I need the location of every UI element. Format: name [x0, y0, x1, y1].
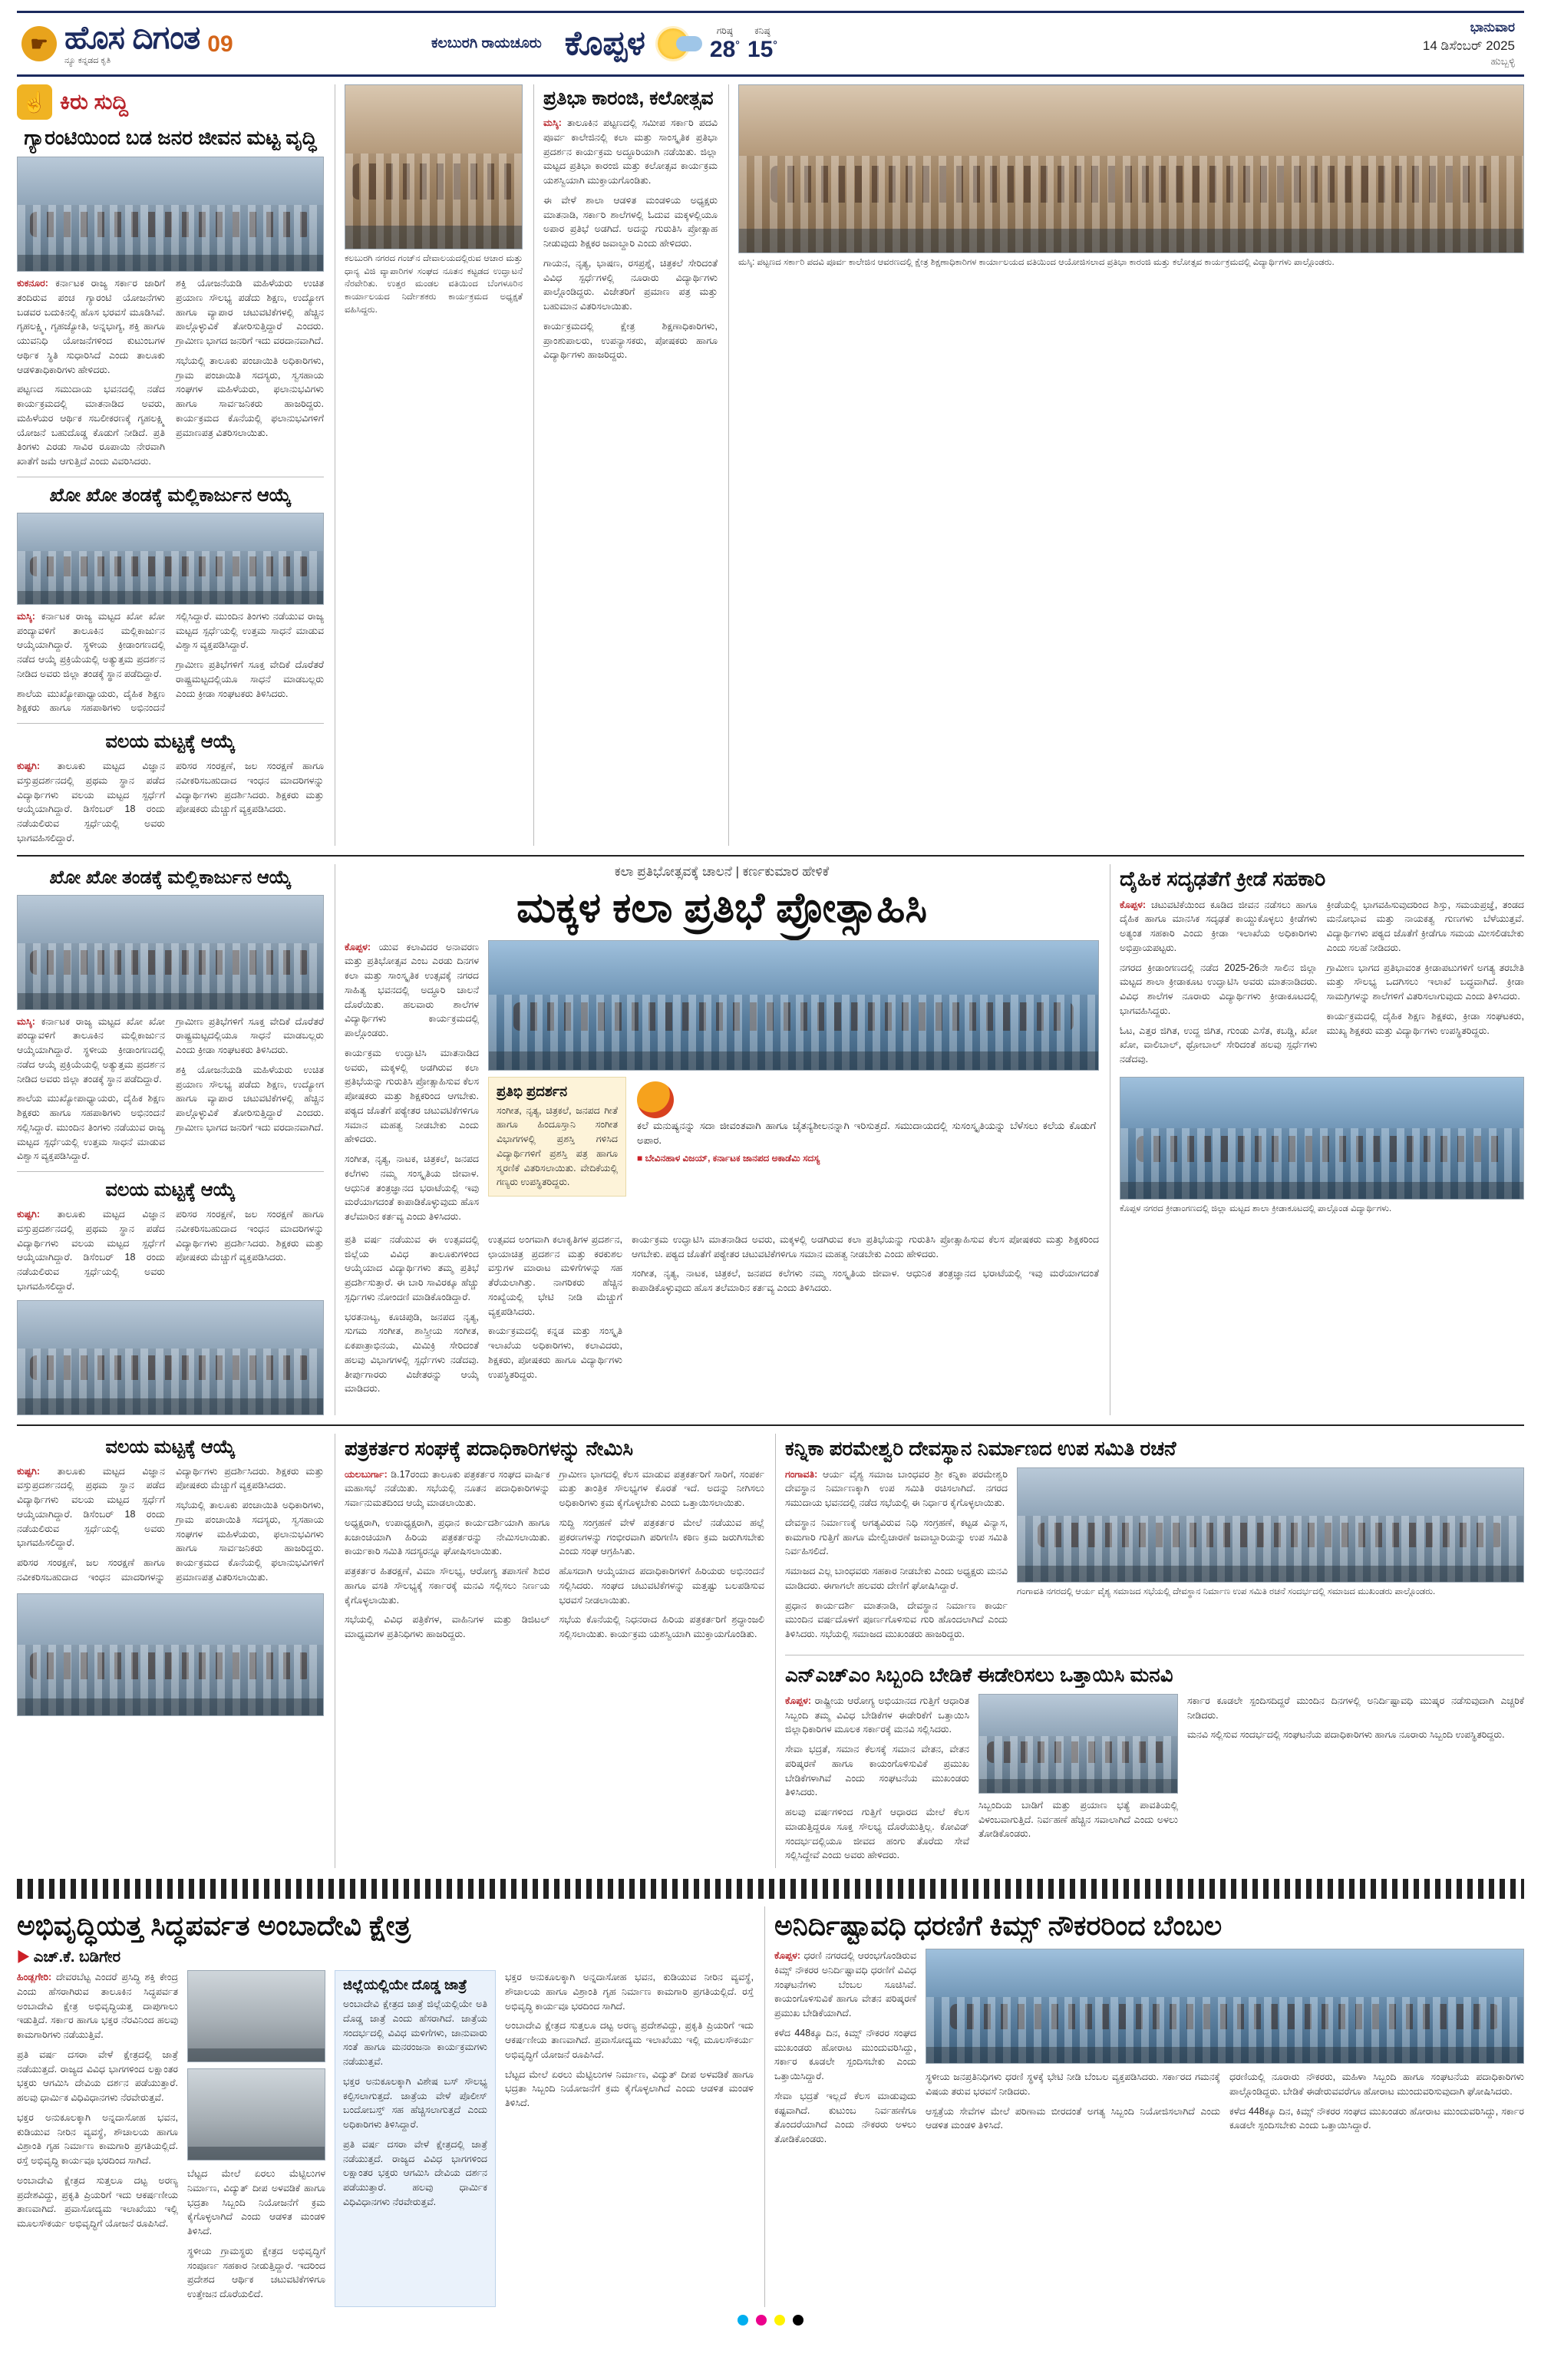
quote-by-name: ಬೇವಿನಹಾಳ ವಿಜಯ್, ಕರ್ನಾಟಕ ಜಾನಪದ ಅಕಾಡೆಮಿ ಸದಸ್ಯ: [645, 1152, 820, 1164]
sports-headline: ದೈಹಿಕ ಸದೃಢತೆಗೆ ಕ್ರೀಡೆ ಸಹಕಾರಿ: [1120, 867, 1326, 890]
kiru3b-body: [17, 1207, 324, 1294]
nhm-headline: ಎನ್‌ಎಚ್‌ಎಂ ಸಿಬ್ಬಂದಿ ಬೇಡಿಕೆ ಈಡೇರಿಸಲು ಒತ್ತಾಯಿಸಿ ಮನವಿ: [785, 1662, 1173, 1686]
min-temp-value: 15: [747, 36, 774, 62]
sports-dateline: ಕೊಪ್ಪಳ:: [1120, 899, 1147, 910]
edition-city: ಕೊಪ್ಪಳ: [564, 25, 645, 62]
press-c1p1: ಡಿ.17ರಂದು ತಾಲೂಕು ಪತ್ರಕರ್ತರ ಸಂಘದ ವಾರ್ಷಿಕ ಮಹಾಸಭೆ ನಡೆಯಿತು. ಸಭೆಯಲ್ಲಿ ನೂತನ ಪದಾಧಿಕಾರಿಗಳನ್ನು ಸರ್ವಾನುಮತದಿಂದ ಆಯ್ಕೆ ಮಾಡಲಾಯಿತು.: [345, 1468, 550, 1508]
bottom-right-headline: ಅನಿರ್ದಿಷ್ಟಾವಧಿ ಧರಣಿಗೆ ಕಿಮ್ಸ್ ನೌಕರರಿಂದ ಬೆಂಬಲ: [774, 1910, 1223, 1941]
nhm-c1p1: ರಾಷ್ಟ್ರೀಯ ಆರೋಗ್ಯ ಅಭಿಯಾನದ ಗುತ್ತಿಗೆ ಆಧಾರಿತ ಸಿಬ್ಬಂದಿ ತಮ್ಮ ವಿವಿಧ ಬೇಡಿಕೆಗಳ ಈಡೇರಿಕೆಗೆ ಒತ್ತಾಯಿಸಿ ಜಿಲ್ಲಾಧಿಕಾರಿಗಳ ಮೂಲಕ ಸರ್ಕಾರಕ್ಕೆ ಮನವಿ ಸಲ್ಲಿಸಿದರು.: [785, 1695, 969, 1735]
sports-c2p3: ಕಾರ್ಯಕ್ರಮದಲ್ಲಿ ದೈಹಿಕ ಶಿಕ್ಷಣ ಶಿಕ್ಷಕರು, ಕ್ರೀಡಾ ಸಂಘಟಕರು, ಮುಖ್ಯ ಶಿಕ್ಷಕರು ಮತ್ತು ವಿದ್ಯಾರ್ಥಿಗಳು ಉಪಸ್ಥಿತರಿದ್ದರು.: [1326, 1010, 1524, 1036]
weather-widget: [658, 25, 777, 63]
column-temple-nhm: [775, 1434, 1524, 1869]
main-band: [17, 864, 1524, 1415]
masthead-dateblock: [1423, 20, 1520, 68]
kiru3c-p1: ತಾಲೂಕು ಮಟ್ಟದ ವಿಜ್ಞಾನ ವಸ್ತುಪ್ರದರ್ಶನದಲ್ಲಿ ಪ್ರಥಮ ಸ್ಥಾನ ಪಡೆದ ವಿದ್ಯಾರ್ಥಿಗಳು ವಲಯ ಮಟ್ಟದ ಸ್ಪರ್ಧೆಗೆ ಆಯ್ಕೆಯಾಗಿದ್ದಾರೆ. ಡಿಸೆಂಬರ್ 18 ರಂದು ನಡೆಯಲಿರುವ ಸ್ಪರ್ಧೆಯಲ್ಲಿ ಅವರು ಭಾಗವಹಿಸಲಿದ್ದಾರೆ.: [17, 1465, 165, 1549]
sidebox-p3: ಪ್ರತಿ ವರ್ಷ ದಸರಾ ವೇಳೆ ಕ್ಷೇತ್ರದಲ್ಲಿ ಜಾತ್ರೆ ನಡೆಯುತ್ತದೆ. ರಾಜ್ಯದ ವಿವಿಧ ಭಾಗಗಳಿಂದ ಲಕ್ಷಾಂತರ ಭಕ್ತರು ಆಗಮಿಸಿ ದೇವಿಯ ದರ್ಶನ ಪಡೆಯುತ್ತಾರೆ. ಹಲವು ಧಾರ್ಮಿಕ ವಿಧಿವಿಧಾನಗಳು ನೆರವೇರುತ್ತವೆ.: [343, 2138, 487, 2207]
main-c1p1: ಯುವ ಕಲಾವಿದರ ಅನಾವರಣ ಮತ್ತು ಪ್ರತಿಭೋತ್ಸವ ಎಂಬ ಎರಡು ದಿನಗಳ ಕಲಾ ಮತ್ತು ಸಾಂಸ್ಕೃತಿಕ ಉತ್ಸವಕ್ಕೆ ನಗರದ ಸಾಹಿತ್ಯ ಭವನದಲ್ಲಿ ಅದ್ಧೂರಿ ಚಾಲನೆ ದೊರೆಯಿತು. ಹಲವಾರು ಶಾಲೆಗಳ ವಿದ್ಯಾರ್ಥಿಗಳು ಕಾರ್ಯಕ್ರಮದಲ್ಲಿ ಪಾಲ್ಗೊಂಡರು.: [345, 941, 479, 1038]
br-c3p2: ಕಳೆದ 448ಕ್ಕೂ ದಿನ, ಕಿಮ್ಸ್ ನೌಕರರ ಸಂಘದ ಮುಖಂಡರು ಹೋರಾಟ ಮುಂದುವರಿಸಿದ್ದು, ಸರ್ಕಾರ ಕೂಡಲೇ ಸ್ಪಂದಿಸಬೇಕು ಎಂದು ಒತ್ತಾಯಿಸಿದ್ದಾರೆ.: [1229, 2105, 1524, 2131]
pratibha-p4: ಕಾರ್ಯಕ್ರಮದಲ್ಲಿ ಕ್ಷೇತ್ರ ಶಿಕ್ಷಣಾಧಿಕಾರಿಗಳು, ಪ್ರಾಂಶುಪಾಲರು, ಉಪನ್ಯಾಸಕರು, ಪೋಷಕರು ಹಾಗೂ ವಿದ್ಯಾರ್ಥಿಗಳು ಹಾಜರಿದ್ದರು.: [543, 320, 718, 361]
sports-c2p2: ಗ್ರಾಮೀಣ ಭಾಗದ ಪ್ರತಿಭಾವಂತ ಕ್ರೀಡಾಪಟುಗಳಿಗೆ ಅಗತ್ಯ ತರಬೇತಿ ಮತ್ತು ಸೌಲಭ್ಯ ಒದಗಿಸಲು ಇಲಾಖೆ ಬದ್ಧವಾಗಿದೆ. ಕ್ರೀಡಾ ಸಾಮಗ್ರಿಗಳನ್ನು ಶಾಲೆಗಳಿಗೆ ವಿತರಿಸಲಾಗುವುದು ಎಂದು ತಿಳಿಸಿದರು.: [1326, 962, 1524, 1002]
kiru2b-body: [17, 1015, 324, 1164]
pratibha-dateline: ಮಸ್ಕಿ:: [543, 117, 562, 128]
kiru-p2: ಪಟ್ಟಣದ ಸಮುದಾಯ ಭವನದಲ್ಲಿ ನಡೆದ ಕಾರ್ಯಕ್ರಮದಲ್ಲಿ ಮಾತನಾಡಿದ ಅವರು, ಮಹಿಳೆಯರ ಆರ್ಥಿಕ ಸಬಲೀಕರಣಕ್ಕೆ ಗೃಹಲಕ್ಷ್ಮಿ ಯೋಜನೆ ಬಹುದೊಡ್ಡ ಕೊಡುಗೆ ನೀಡಿದೆ. ಪ್ರತಿ ತಿಂಗಳು ಎರಡು ಸಾವಿರ ರೂಪಾಯಿ ನೇರವಾಗಿ ಖಾತೆಗೆ ಜಮೆ ಆಗುತ್ತಿದೆ ಎಂದು ವಿವರಿಸಿದರು.: [17, 384, 165, 467]
min-temp: [747, 25, 777, 63]
press-col2: [559, 1467, 765, 1647]
main-col4: [632, 1233, 1099, 1401]
press-col1: [345, 1467, 550, 1647]
dot-black: [793, 2315, 803, 2326]
press-c2p4: ಸಭೆಯ ಕೊನೆಯಲ್ಲಿ ನಿಧನರಾದ ಹಿರಿಯ ಪತ್ರಕರ್ತರಿಗೆ ಶ್ರದ್ಧಾಂಜಲಿ ಸಲ್ಲಿಸಲಾಯಿತು. ಕಾರ್ಯಕ್ರಮ ಯಶಸ್ವಿಯಾಗಿ ಮುಕ್ತಾಯಗೊಂಡಿತು.: [559, 1614, 764, 1639]
third-band: [17, 1434, 1524, 1869]
main-c4p1: ಕಾರ್ಯಕ್ರಮ ಉದ್ಘಾಟಿಸಿ ಮಾತನಾಡಿದ ಅವರು, ಮಕ್ಕಳಲ್ಲಿ ಅಡಗಿರುವ ಕಲಾ ಪ್ರತಿಭೆಯನ್ನು ಗುರುತಿಸಿ ಪ್ರೋತ್ಸಾಹಿಸುವ ಕೆಲಸ ಪೋಷಕರು ಮತ್ತು ಶಿಕ್ಷಕರಿಂದ ಆಗಬೇಕು. ಪಠ್ಯದ ಜೊತೆಗೆ ಪಠ್ಯೇತರ ಚಟುವಟಿಕೆಗಳಿಗೂ ಸಮಾನ ಮಹತ್ವ ನೀಡಬೇಕು ಎಂದು ಹೇಳಿದರು.: [632, 1233, 1099, 1259]
max-temp-value: 28: [709, 36, 736, 62]
kiru2b-p2: ಶಾಲೆಯ ಮುಖ್ಯೋಪಾಧ್ಯಾಯರು, ದೈಹಿಕ ಶಿಕ್ಷಣ ಶಿಕ್ಷಕರು ಹಾಗೂ ಸಹಪಾಠಿಗಳು ಅಭಿನಂದನೆ ಸಲ್ಲಿಸಿದ್ದಾರೆ. ಮುಂದಿನ ತಿಂಗಳು ನಡೆಯುವ ರಾಜ್ಯ ಮಟ್ಟದ ಸ್ಪರ್ಧೆಯಲ್ಲಿ ಉತ್ತಮ ಸಾಧನೆ ಮಾಡುವ ವಿಶ್ವಾಸ ವ್ಯಕ್ತಪಡಿಸಿದ್ದಾರೆ.: [17, 1093, 165, 1162]
br-c2p1: ಸ್ಥಳೀಯ ಜನಪ್ರತಿನಿಧಿಗಳು ಧರಣಿ ಸ್ಥಳಕ್ಕೆ ಭೇಟಿ ನೀಡಿ ಬೆಂಬಲ ವ್ಯಕ್ತಪಡಿಸಿದರು. ಸರ್ಕಾರದ ಗಮನಕ್ಕೆ ವಿಷಯ ತರುವ ಭರವಸೆ ನೀಡಿದರು.: [926, 2071, 1220, 2097]
temple-c1p4: ಪ್ರಧಾನ ಕಾರ್ಯದರ್ಶಿ ಮಾತನಾಡಿ, ದೇವಸ್ಥಾನ ನಿರ್ಮಾಣ ಕಾರ್ಯ ಮುಂದಿನ ವರ್ಷದೊಳಗೆ ಪೂರ್ಣಗೊಳಿಸುವ ಗುರಿ ಹೊಂದಲಾಗಿದೆ ಎಂದು ತಿಳಿಸಿದರು. ಸಭೆಯಲ್ಲಿ ಸಮಾಜದ ಮುಖಂಡರು ಹಾಜರಿದ್ದರು.: [785, 1599, 1008, 1639]
degree-symbol-2: °: [773, 38, 777, 51]
main-c2p3: ಉತ್ಸವದ ಅಂಗವಾಗಿ ಕಲಾಕೃತಿಗಳ ಪ್ರದರ್ಶನ, ಛಾಯಾಚಿತ್ರ ಪ್ರದರ್ಶನ ಮತ್ತು ಕರಕುಶಲ ವಸ್ತುಗಳ ಮಾರಾಟ ಮಳಿಗೆಗಳನ್ನು ಸಹ ತೆರೆಯಲಾಗಿತ್ತು. ನಾಗರಿಕರು ಹೆಚ್ಚಿನ ಸಂಖ್ಯೆಯಲ್ಲಿ ಭೇಟಿ ನೀಡಿ ಮೆಚ್ಚುಗೆ ವ್ಯಕ್ತಪಡಿಸಿದರು.: [488, 1233, 622, 1317]
garanti-meeting-photo: [17, 157, 324, 272]
kiru-body: [17, 276, 324, 469]
kiru3b-p1: ತಾಲೂಕು ಮಟ್ಟದ ವಿಜ್ಞಾನ ವಸ್ತುಪ್ರದರ್ಶನದಲ್ಲಿ ಪ್ರಥಮ ಸ್ಥಾನ ಪಡೆದ ವಿದ್ಯಾರ್ಥಿಗಳು ವಲಯ ಮಟ್ಟದ ಸ್ಪರ್ಧೆಗೆ ಆಯ್ಕೆಯಾಗಿದ್ದಾರೆ. ಡಿಸೆಂಬರ್ 18 ರಂದು ನಡೆಯಲಿರುವ ಸ್ಪರ್ಧೆಯಲ್ಲಿ ಅವರು ಭಾಗವಹಿಸಲಿದ್ದಾರೆ.: [17, 1209, 165, 1292]
pratibha-headline: ಪ್ರತಿಭಾ ಕಾರಂಜಿ, ಕಲೋತ್ಸವ: [543, 87, 714, 109]
quote-box: [634, 1077, 1099, 1197]
kiru3-headline: ವಲಯ ಮಟ್ಟಕ್ಕೆ ಆಯ್ಕೆ: [105, 731, 236, 752]
sports-col2: [1327, 898, 1525, 1072]
lamp-photo-caption: ಕಲಬುರಗಿ ನಗರದ ಗಂಜ್‌ನ ದೇವಾಲಯದಲ್ಲಿರುವ ಆಚಾರ ಮತ್ತು ಧಾನ್ಯ ವಿಜಿ ವ್ಯಾಪಾರಿಗಳ ಸಂಘದ ನೂತನ ಕಟ್ಟಡದ ಉದ್ಘಾಟನೆ ನೆರವೇರಿತು. ಉತ್ತರ ಮಂಡಲ ವತಿಯಿಂದ ಬೆಂಗಳೂರಿನ ಕಾರ್ಯಾಲಯದ ನಿರ್ದೇಶಕರು ಕಾರ್ಯಕ್ರಮದ ಅಧ್ಯಕ್ಷತೆ ವಹಿಸಿದ್ದರು.: [345, 254, 523, 315]
nhm-memorandum-photo: [978, 1694, 1178, 1794]
br-col1: [774, 1949, 916, 2152]
registration-dots: [17, 2315, 1524, 2326]
paper-title: ಹೊಸ ದಿಗಂತ: [64, 19, 200, 55]
edition-number: 09: [207, 31, 233, 57]
sports-photo-caption: ಕೊಪ್ಪಳ ನಗರದ ಕ್ರೀಡಾಂಗಣದಲ್ಲಿ ಜಿಲ್ಲಾ ಮಟ್ಟದ ಶಾಲಾ ಕ್ರೀಡಾಕೂಟದಲ್ಲಿ ಪಾಲ್ಗೊಂಡ ವಿದ್ಯಾರ್ಥಿಗಳು.: [1120, 1203, 1392, 1213]
decorative-strip: [17, 1879, 1524, 1899]
paper-tagline: ನ್ಯೂ ಕನ್ನಡದ ಕೃತಿ: [64, 56, 111, 65]
sidebox-jatre: [335, 1970, 496, 2307]
nhm-c2p1: ಸಿಬ್ಬಂದಿಯ ಬಾಡಿಗೆ ಮತ್ತು ಪ್ರಯಾಣ ಭತ್ಯೆ ಪಾವತಿಯಲ್ಲಿ ವಿಳಂಬವಾಗುತ್ತಿದೆ. ನಿರ್ವಹಣೆ ಹೆಚ್ಚಿನ ಸವಾಲಾಗಿದೆ ಎಂದು ಅಳಲು ತೋಡಿಕೊಂಡರು.: [978, 1799, 1178, 1840]
ambadevi-temple-photo: [187, 2068, 325, 2160]
main-c2p2: ಭರತನಾಟ್ಯ, ಕೂಚಿಪುಡಿ, ಜನಪದ ನೃತ್ಯ, ಸುಗಮ ಸಂಗೀತ, ಶಾಸ್ತ್ರೀಯ ಸಂಗೀತ, ಏಕಪಾತ್ರಾಭಿನಯ, ಮಿಮಿಕ್ರಿ ಸೇರಿದಂತೆ ಹಲವು ವಿಭಾಗಗಳಲ್ಲಿ ಸ್ಪರ್ಧೆಗಳು ನಡೆದವು. ತೀರ್ಪುಗಾರರು ವಿಜೇತರನ್ನು ಆಯ್ಕೆ ಮಾಡಿದರು.: [345, 1311, 479, 1395]
min-temp-label: ಕನಿಷ್ಠ: [754, 25, 770, 36]
dot-cyan: [738, 2315, 748, 2326]
br-c2p3: ಧರಣಿಯಲ್ಲಿ ನೂರಾರು ನೌಕರರು, ಮಹಿಳಾ ಸಿಬ್ಬಂದಿ ಹಾಗೂ ಸಂಘಟನೆಯ ಪದಾಧಿಕಾರಿಗಳು ಪಾಲ್ಗೊಂಡಿದ್ದರು. ಬೇಡಿಕೆ ಈಡೇರುವವರೆಗೂ ಹೋರಾಟ ಮುಂದುವರಿಸುವುದಾಗಿ ಘೋಷಿಸಿದರು.: [1229, 2071, 1524, 2097]
column-bottom-left: [17, 1906, 754, 2307]
sports-col1: [1120, 898, 1318, 1072]
hand-pointing-icon: ☛: [21, 26, 57, 61]
kiru2-p1: ಕರ್ನಾಟಕ ರಾಜ್ಯ ಮಟ್ಟದ ಖೋ ಖೋ ಪಂದ್ಯಾವಳಿಗೆ ತಾಲೂಕಿನ ಮಲ್ಲಿಕಾರ್ಜುನ ಆಯ್ಕೆಯಾಗಿದ್ದಾರೆ. ಸ್ಥಳೀಯ ಕ್ರೀಡಾಂಗಣದಲ್ಲಿ ನಡೆದ ಆಯ್ಕೆ ಪ್ರಕ್ರಿಯೆಯಲ್ಲಿ ಅತ್ಯುತ್ತಮ ಪ್ರದರ್ಶನ ನೀಡಿದ ಅವರು ಜಿಲ್ಲಾ ತಂಡಕ್ಕೆ ಸ್ಥಾನ ಪಡೆದಿದ್ದಾರೆ.: [17, 610, 165, 679]
press-c1p4: ಸಭೆಯಲ್ಲಿ ವಿವಿಧ ಪತ್ರಿಕೆಗಳ, ವಾಹಿನಿಗಳ ಮತ್ತು ಡಿಜಿಟಲ್ ಮಾಧ್ಯಮಗಳ ಪ್ರತಿನಿಧಿಗಳು ಹಾಜರಿದ್ದರು.: [345, 1614, 550, 1639]
temple-c1p1: ಆರ್ಯ ವೈಶ್ಯ ಸಮಾಜ ಬಾಂಧವರ ಶ್ರೀ ಕನ್ನಿಕಾ ಪರಮೇಶ್ವರಿ ದೇವಸ್ಥಾನ ನಿರ್ಮಾಣಕ್ಕಾಗಿ ಉಪ ಸಮಿತಿ ರಚಿಸಲಾಗಿದೆ. ನಗರದ ಸಮುದಾಯ ಭವನದಲ್ಲಿ ನಡೆದ ಸಭೆಯಲ್ಲಿ ಈ ನಿರ್ಧಾರ ಕೈಗೊಳ್ಳಲಾಯಿತು.: [785, 1468, 1008, 1508]
kiru2b-dateline: ಮಸ್ಕಿ:: [17, 1015, 35, 1027]
main-c2p1: ಪ್ರತಿ ವರ್ಷ ನಡೆಯುವ ಈ ಉತ್ಸವದಲ್ಲಿ ಜಿಲ್ಲೆಯ ವಿವಿಧ ತಾಲೂಕುಗಳಿಂದ ಆಯ್ಕೆಯಾದ ವಿದ್ಯಾರ್ಥಿಗಳು ತಮ್ಮ ಪ್ರತಿಭೆ ಪ್ರದರ್ಶಿಸುತ್ತಾರೆ. ಈ ಬಾರಿ ಸಾವಿರಕ್ಕೂ ಹೆಚ್ಚು ಸ್ಪರ್ಧಿಗಳು ನೋಂದಣಿ ಮಾಡಿಕೊಂಡಿದ್ದಾರೆ.: [345, 1233, 479, 1302]
bl-c4p2: ಅಂಬಾದೇವಿ ಕ್ಷೇತ್ರದ ಸುತ್ತಲೂ ದಟ್ಟ ಅರಣ್ಯ ಪ್ರದೇಶವಿದ್ದು, ಪ್ರಕೃತಿ ಪ್ರಿಯರಿಗೆ ಇದು ಆಕರ್ಷಣೀಯ ತಾಣವಾಗಿದೆ. ಪ್ರವಾಸೋದ್ಯಮ ಇಲಾಖೆಯು ಇಲ್ಲಿ ಮೂಲಸೌಕರ್ಯ ಅಭಿವೃದ್ಧಿಗೆ ಯೋಜನೆ ರೂಪಿಸಿದೆ.: [505, 2020, 754, 2060]
pratibha-p3: ಗಾಯನ, ನೃತ್ಯ, ಭಾಷಣ, ರಸಪ್ರಶ್ನೆ, ಚಿತ್ರಕಲೆ ಸೇರಿದಂತೆ ವಿವಿಧ ಸ್ಪರ್ಧೆಗಳಲ್ಲಿ ನೂರಾರು ವಿದ್ಯಾರ್ಥಿಗಳು ಪಾಲ್ಗೊಂಡಿದ್ದರು. ವಿಜೇತರಿಗೆ ಪ್ರಮಾಣ ಪತ್ರ ಮತ್ತು ಬಹುಮಾನ ವಿತರಿಸಲಾಯಿತು.: [543, 257, 718, 312]
bl-c2p2: ಬೆಟ್ಟದ ಮೇಲೆ ಏರಲು ಮೆಟ್ಟಿಲುಗಳ ನಿರ್ಮಾಣ, ವಿದ್ಯುತ್ ದೀಪ ಅಳವಡಿಕೆ ಹಾಗೂ ಭದ್ರತಾ ಸಿಬ್ಬಂದಿ ನಿಯೋಜನೆಗೆ ಕ್ರಮ ಕೈಗೊಳ್ಳಲಾಗಿದೆ ಎಂದು ಆಡಳಿತ ಮಂಡಳಿ ತಿಳಿಸಿದೆ.: [187, 2168, 325, 2236]
top-band: [17, 84, 1524, 846]
flame-logo-icon: [637, 1081, 674, 1118]
bottom-left-byline: ▶ ಎಚ್.ಕೆ. ಬಡಿಗೇರ: [17, 1949, 121, 1966]
nhm-col1: [785, 1694, 969, 1868]
bl-c1p1: ದೇವರಬೆಟ್ಟ ಎಂದರೆ ಪ್ರಸಿದ್ಧಿ ಶಕ್ತಿ ಕೇಂದ್ರ ಎಂದು ಹೆಸರಾಗಿರುವ ತಾಲೂಕಿನ ಸಿದ್ಧಪರ್ವತ ಅಂಬಾದೇವಿ ಕ್ಷೇತ್ರ ಅಭಿವೃದ್ಧಿಯತ್ತ ದಾಪುಗಾಲು ಇಡುತ್ತಿದೆ. ಸರ್ಕಾರ ಹಾಗೂ ಭಕ್ತರ ನೆರವಿನಿಂದ ಹಲವು ಕಾಮಗಾರಿಗಳು ನಡೆಯುತ್ತಿವೆ.: [17, 1972, 178, 2040]
kiru2-body: [17, 609, 324, 715]
sports-c2p1: ಕ್ರೀಡೆಯಲ್ಲಿ ಭಾಗವಹಿಸುವುದರಿಂದ ಶಿಸ್ತು, ಸಮಯಪ್ರಜ್ಞೆ, ತಂಡದ ಮನೋಭಾವ ಮತ್ತು ನಾಯಕತ್ವ ಗುಣಗಳು ಬೆಳೆಯುತ್ತವೆ. ವಿದ್ಯಾರ್ಥಿಗಳು ಪಠ್ಯದ ಜೊತೆಗೆ ಕ್ರೀಡೆಗೂ ಸಮಯ ಮೀಸಲಿಡಬೇಕು ಎಂದು ಸಲಹೆ ನೀಡಿದರು.: [1326, 899, 1524, 953]
kiru3c-p3: ಸಭೆಯಲ್ಲಿ ತಾಲೂಕು ಪಂಚಾಯಿತಿ ಅಧಿಕಾರಿಗಳು, ಗ್ರಾಮ ಪಂಚಾಯಿತಿ ಸದಸ್ಯರು, ಸ್ವಸಹಾಯ ಸಂಘಗಳ ಮಹಿಳೆಯರು, ಫಲಾನುಭವಿಗಳು ಹಾಗೂ ಸಾರ್ವಜನಿಕರು ಹಾಜರಿದ್ದರು. ಕಾರ್ಯಕ್ರಮದ ಕೊನೆಯಲ್ಲಿ ಫಲಾನುಭವಿಗಳಿಗೆ ಪ್ರಮಾಣಪತ್ರ ವಿತರಿಸಲಾಯಿತು.: [176, 1500, 324, 1583]
subbox-text: ಸಂಗೀತ, ನೃತ್ಯ, ಚಿತ್ರಕಲೆ, ಜನಪದ ಗೀತೆ ಹಾಗೂ ಹಿಂದೂಸ್ತಾನಿ ಸಂಗೀತ ವಿಭಾಗಗಳಲ್ಲಿ ಪ್ರಶಸ್ತಿ ಗಳಿಸಿದ ವಿದ್ಯಾರ್ಥಿಗಳಿಗೆ ಪ್ರಶಸ್ತಿ ಪತ್ರ ಹಾಗೂ ಸ್ಮರಣಿಕೆ ವಿತರಿಸಲಾಯಿತು. ವೇದಿಕೆಯಲ್ಲಿ ಗಣ್ಯರು ಉಪಸ್ಥಿತರಿದ್ದರು.: [497, 1104, 618, 1188]
nhm-col3: [1187, 1694, 1524, 1868]
column-left-lower: [17, 864, 324, 1415]
temple-photo-caption: ಗಂಗಾವತಿ ನಗರದಲ್ಲಿ ಆರ್ಯ ವೈಶ್ಯ ಸಮಾಜದ ಸಭೆಯಲ್ಲಿ ದೇವಸ್ಥಾನ ನಿರ್ಮಾಣ ಉಪ ಸಮಿತಿ ರಚನೆ ಸಂದರ್ಭದಲ್ಲಿ ಸಮಾಜದ ಮುಖಂಡರು ಪಾಲ್ಗೊಂಡರು.: [1017, 1586, 1436, 1596]
sidebox-p2: ಭಕ್ತರ ಅನುಕೂಲಕ್ಕಾಗಿ ವಿಶೇಷ ಬಸ್ ಸೌಲಭ್ಯ ಕಲ್ಪಿಸಲಾಗುತ್ತದೆ. ಜಾತ್ರೆಯ ವೇಳೆ ಪೊಲೀಸ್ ಬಂದೋಬಸ್ತ್ ಸಹ ಹೆಚ್ಚಿಸಲಾಗುತ್ತದೆ ಎಂದು ಅಧಿಕಾರಿಗಳು ತಿಳಿಸಿದ್ದಾರೆ.: [343, 2075, 487, 2130]
main-photo-wrap: [488, 940, 1099, 1230]
br-dateline: ಕೊಪ್ಪಳ:: [774, 1950, 801, 1961]
column-bottom-right: [764, 1906, 1524, 2307]
kho-kho-team-photo-2: [17, 895, 324, 1010]
br-c1p1: ಧರಣಿ ನಗರದಲ್ಲಿ ಆರಂಭಗೊಂಡಿರುವ ಕಿಮ್ಸ್ ನೌಕರರ ಅನಿರ್ದಿಷ್ಟಾವಧಿ ಧರಣಿಗೆ ವಿವಿಧ ಸಂಘಟನೆಗಳು ಬೆಂಬಲ ಸೂಚಿಸಿವೆ. ಕಾಯಂಗೊಳಿಸುವಿಕೆ ಹಾಗೂ ವೇತನ ಪರಿಷ್ಕರಣೆ ಪ್ರಮುಖ ಬೇಡಿಕೆಯಾಗಿದೆ.: [774, 1950, 916, 2019]
temple-c1p3: ಸಮಾಜದ ಎಲ್ಲ ಬಾಂಧವರು ಸಹಕಾರ ನೀಡಬೇಕು ಎಂದು ಅಧ್ಯಕ್ಷರು ಮನವಿ ಮಾಡಿದರು. ಈಗಾಗಲೇ ಹಲವರು ದೇಣಿಗೆ ಘೋಷಿಸಿದ್ದಾರೆ.: [785, 1566, 1008, 1591]
kiru-p1: ಕರ್ನಾಟಕ ರಾಜ್ಯ ಸರ್ಕಾರ ಜಾರಿಗೆ ತಂದಿರುವ ಪಂಚ ಗ್ಯಾರಂಟಿ ಯೋಜನೆಗಳು ಬಡವರ ಬದುಕಿನಲ್ಲಿ ಹೊಸ ಭರವಸೆ ಮೂಡಿಸಿವೆ. ಗೃಹಲಕ್ಷ್ಮಿ, ಗೃಹಜ್ಯೋತಿ, ಅನ್ನಭಾಗ್ಯ, ಶಕ್ತಿ ಹಾಗೂ ಯುವನಿಧಿ ಯೋಜನೆಗಳಿಂದ ಕುಟುಂಬಗಳ ಆರ್ಥಿಕ ಸ್ಥಿತಿ ಸುಧಾರಿಸಿದೆ ಎಂದು ತಾಲೂಕು ಆಡಳಿತಾಧಿಕಾರಿಗಳು ಹೇಳಿದರು.: [17, 278, 165, 375]
nhm-c2p2: ಸರ್ಕಾರ ಕೂಡಲೇ ಸ್ಪಂದಿಸದಿದ್ದರೆ ಮುಂದಿನ ದಿನಗಳಲ್ಲಿ ಅನಿರ್ದಿಷ್ಟಾವಧಿ ಮುಷ್ಕರ ನಡೆಸುವುದಾಗಿ ಎಚ್ಚರಿಕೆ ನೀಡಿದರು.: [1187, 1695, 1524, 1721]
bl-c4p1: ಭಕ್ತರ ಅನುಕೂಲಕ್ಕಾಗಿ ಅನ್ನದಾಸೋಹ ಭವನ, ಕುಡಿಯುವ ನೀರಿನ ವ್ಯವಸ್ಥೆ, ಶೌಚಾಲಯ ಹಾಗೂ ವಿಶ್ರಾಂತಿ ಗೃಹ ನಿರ್ಮಾಣ ಕಾಮಗಾರಿ ಪ್ರಗತಿಯಲ್ಲಿದೆ. ರಸ್ತೆ ಅಭಿವೃದ್ಧಿ ಕಾರ್ಯವೂ ಭರದಿಂದ ಸಾಗಿದೆ.: [505, 1972, 754, 2012]
temple-committee-photo: [1017, 1467, 1524, 1583]
bl-photos: [187, 1970, 325, 2307]
kalotsava-photo-caption: ಮಸ್ಕಿ: ಪಟ್ಟಣದ ಸರ್ಕಾರಿ ಪದವಿ ಪೂರ್ವ ಕಾಲೇಜಿನ ಆವರಣದಲ್ಲಿ ಕ್ಷೇತ್ರ ಶಿಕ್ಷಣಾಧಿಕಾರಿಗಳ ಕಾರ್ಯಾಲಯದ ವತಿಯಿಂದ ಆಯೋಜಿಸಲಾದ ಪ್ರತಿಭಾ ಕಾರಂಜಿ ಮತ್ತು ಕಲೋತ್ಸವ ಕಾರ್ಯಕ್ರಮದಲ್ಲಿ ವಿದ್ಯಾರ್ಥಿಗಳು ಪಾಲ್ಗೊಂಡರು.: [738, 258, 1335, 267]
nhm-dateline: ಕೊಪ್ಪಳ:: [785, 1695, 812, 1706]
weekday: ಭಾನುವಾರ: [1470, 20, 1515, 35]
siddhaparvata-hill-photo: [187, 1970, 325, 2062]
main-c4p2: ಸಂಗೀತ, ನೃತ್ಯ, ನಾಟಕ, ಚಿತ್ರಕಲೆ, ಜನಪದ ಕಲೆಗಳು ನಮ್ಮ ಸಂಸ್ಕೃತಿಯ ಜೀವಾಳ. ಆಧುನಿಕ ತಂತ್ರಜ್ಞಾನದ ಭರಾಟೆಯಲ್ಲಿ ಇವು ಮರೆಯಾಗದಂತೆ ಕಾಪಾಡಿಕೊಳ್ಳುವುದು ಹೊಸ ತಲೆಮಾರಿನ ಕರ್ತವ್ಯ ಎಂದು ತಿಳಿಸಿದರು.: [632, 1268, 1099, 1293]
masthead-brand[interactable]: [21, 21, 421, 66]
kiru2-dateline: ಮಸ್ಕಿ:: [17, 610, 35, 622]
kalotsava-award-group-photo: [488, 940, 1099, 1071]
print-city: ಹುಬ್ಬಳ್ಳಿ: [1490, 55, 1515, 67]
kiru2-p3: ಗ್ರಾಮೀಣ ಪ್ರತಿಭೆಗಳಿಗೆ ಸೂಕ್ತ ವೇದಿಕೆ ದೊರೆತರೆ ರಾಷ್ಟ್ರಮಟ್ಟದಲ್ಲಿಯೂ ಸಾಧನೆ ಮಾಡಬಲ್ಲರು ಎಂದು ಕ್ರೀಡಾ ಸಂಘಟಕರು ತಿಳಿಸಿದರು.: [176, 659, 324, 699]
br-photo-wrap: [926, 1949, 1524, 2152]
bl-col4: [505, 1970, 754, 2307]
column-third-left: [17, 1434, 324, 1869]
temple-headline: ಕನ್ನಿಕಾ ಪರಮೇಶ್ವರಿ ದೇವಸ್ಥಾನ ನಿರ್ಮಾಣದ ಉಪ ಸಮಿತಿ ರಚನೆ: [785, 1436, 1176, 1460]
main-dateline: ಕೊಪ್ಪಳ:: [345, 941, 371, 952]
kho-kho-team-photo: [17, 513, 324, 605]
kiru-dateline: ಕುಕನೂರ:: [17, 278, 48, 289]
kims-protest-photo: [926, 1949, 1524, 2064]
quote-attribution: ■ ಬೇವಿನಹಾಳ ವಿಜಯ್, ಕರ್ನಾಟಕ ಜಾನಪದ ಅಕಾಡೆಮಿ ಸದಸ್ಯ: [637, 1152, 820, 1164]
bl-c4p3: ಬೆಟ್ಟದ ಮೇಲೆ ಏರಲು ಮೆಟ್ಟಿಲುಗಳ ನಿರ್ಮಾಣ, ವಿದ್ಯುತ್ ದೀಪ ಅಳವಡಿಕೆ ಹಾಗೂ ಭದ್ರತಾ ಸಿಬ್ಬಂದಿ ನಿಯೋಜನೆಗೆ ಕ್ರಮ ಕೈಗೊಳ್ಳಲಾಗಿದೆ ಎಂದು ಆಡಳಿತ ಮಂಡಳಿ ತಿಳಿಸಿದೆ.: [505, 2068, 754, 2108]
nhm-c2p3: ಮನವಿ ಸಲ್ಲಿಸುವ ಸಂದರ್ಭದಲ್ಲಿ ಸಂಘಟನೆಯ ಪದಾಧಿಕಾರಿಗಳು ಹಾಗೂ ನೂರಾರು ಸಿಬ್ಬಂದಿ ಉಪಸ್ಥಿತರಿದ್ದರು.: [1187, 1729, 1505, 1741]
lamp-lighting-photo: [345, 84, 523, 249]
temple-dateline: ಗಂಗಾವತಿ:: [785, 1468, 818, 1480]
kiru3-p2: ಪರಿಸರ ಸಂರಕ್ಷಣೆ, ಜಲ ಸಂರಕ್ಷಣೆ ಹಾಗೂ ನವೀಕರಿಸಬಹುದಾದ ಇಂಧನ ಮಾದರಿಗಳನ್ನು ವಿದ್ಯಾರ್ಥಿಗಳು ಪ್ರದರ್ಶಿಸಿದರು. ಶಿಕ್ಷಕರು ಮತ್ತು ಪೋಷಕರು ಮೆಚ್ಚುಗೆ ವ್ಯಕ್ತಪಡಿಸಿದರು.: [176, 761, 324, 815]
kiru-suddi-label: ಕಿರು ಸುದ್ದಿ: [60, 89, 129, 114]
sidebox-p1: ಅಂಬಾದೇವಿ ಕ್ಷೇತ್ರದ ಜಾತ್ರೆ ಜಿಲ್ಲೆಯಲ್ಲಿಯೇ ಅತಿ ದೊಡ್ಡ ಜಾತ್ರೆ ಎಂದು ಹೆಸರಾಗಿದೆ. ಜಾತ್ರೆಯ ಸಂದರ್ಭದಲ್ಲಿ ವಿವಿಧ ಮಳಿಗೆಗಳು, ಜಾನುವಾರು ಸಂತೆ ಹಾಗೂ ಮನರಂಜನಾ ಕಾರ್ಯಕ್ರಮಗಳು ನಡೆಯುತ್ತವೆ.: [343, 1999, 487, 2067]
main-col2: [345, 1233, 479, 1401]
bl-c1p3: ಭಕ್ತರ ಅನುಕೂಲಕ್ಕಾಗಿ ಅನ್ನದಾಸೋಹ ಭವನ, ಕುಡಿಯುವ ನೀರಿನ ವ್ಯವಸ್ಥೆ, ಶೌಚಾಲಯ ಹಾಗೂ ವಿಶ್ರಾಂತಿ ಗೃಹ ನಿರ್ಮಾಣ ಕಾಮಗಾರಿ ಪ್ರಗತಿಯಲ್ಲಿದೆ. ರಸ್ತೆ ಅಭಿವೃದ್ಧಿ ಕಾರ್ಯವೂ ಭರದಿಂದ ಸಾಗಿದೆ.: [17, 2111, 178, 2166]
br-c1p3: ಸೇವಾ ಭದ್ರತೆ ಇಲ್ಲದೆ ಕೆಲಸ ಮಾಡುವುದು ಕಷ್ಟವಾಗಿದೆ. ಕುಟುಂಬ ನಿರ್ವಹಣೆಗೂ ತೊಂದರೆಯಾಗಿದೆ ಎಂದು ನೌಕರರು ಅಳಲು ತೋಡಿಕೊಂಡರು.: [774, 2090, 916, 2144]
dot-magenta: [756, 2315, 767, 2326]
bottom-band: [17, 1906, 1524, 2307]
temple-col2: [1017, 1467, 1524, 1647]
nhm-photo-wrap: [978, 1694, 1178, 1868]
edition-districts: ಕಲಬುರಗಿ ರಾಯಚೂರು: [431, 35, 542, 51]
column-pratibha: [533, 84, 718, 846]
main-c1p3: ಸಂಗೀತ, ನೃತ್ಯ, ನಾಟಕ, ಚಿತ್ರಕಲೆ, ಜನಪದ ಕಲೆಗಳು ನಮ್ಮ ಸಂಸ್ಕೃತಿಯ ಜೀವಾಳ. ಆಧುನಿಕ ತಂತ್ರಜ್ಞಾನದ ಭರಾಟೆಯಲ್ಲಿ ಇವು ಮರೆಯಾಗದಂತೆ ಕಾಪಾಡಿಕೊಳ್ಳುವುದು ಹೊಸ ತಲೆಮಾರಿನ ಕರ್ತವ್ಯ ಎಂದು ತಿಳಿಸಿದರು.: [345, 1154, 479, 1222]
kiru-headline: ಗ್ಯಾರಂಟಿಯಿಂದ ಬಡ ಜನರ ಜೀವನ ಮಟ್ಟ ವೃದ್ಧಿ: [24, 126, 317, 149]
kiru3c-dateline: ಕುಷ್ಟಗಿ:: [17, 1465, 41, 1477]
nhm-c1p2: ಸೇವಾ ಭದ್ರತೆ, ಸಮಾನ ಕೆಲಸಕ್ಕೆ ಸಮಾನ ವೇತನ, ವೇತನ ಪರಿಷ್ಕರಣೆ ಹಾಗೂ ಕಾಯಂಗೊಳಿಸುವಿಕೆ ಪ್ರಮುಖ ಬೇಡಿಕೆಗಳಾಗಿವೆ ಎಂದು ಸಂಘಟನೆಯ ಮುಖಂಡರು ತಿಳಿಸಿದರು.: [785, 1744, 969, 1798]
press-c2p1: ಗ್ರಾಮೀಣ ಭಾಗದಲ್ಲಿ ಕೆಲಸ ಮಾಡುವ ಪತ್ರಕರ್ತರಿಗೆ ಸಾರಿಗೆ, ಸಂಪರ್ಕ ಮತ್ತು ತಾಂತ್ರಿಕ ಸೌಲಭ್ಯಗಳ ಕೊರತೆ ಇದೆ. ಅದನ್ನು ನೀಗಿಸಲು ಅಧಿಕಾರಿಗಳು ಕ್ರಮ ಕೈಗೊಳ್ಳಬೇಕು ಎಂದು ಒತ್ತಾಯಿಸಲಾಯಿತು.: [559, 1468, 764, 1508]
degree-symbol: °: [735, 38, 740, 51]
column-lamp: [335, 84, 523, 846]
kiru3c-body: [17, 1464, 324, 1588]
sports-c1p3: ಓಟ, ಎತ್ತರ ಜಿಗಿತ, ಉದ್ದ ಜಿಗಿತ, ಗುಂಡು ಎಸೆತ, ಕಬಡ್ಡಿ, ಖೋ ಖೋ, ವಾಲಿಬಾಲ್, ಥ್ರೋಬಾಲ್ ಸೇರಿದಂತೆ ಹಲವು ಸ್ಪರ್ಧೆಗಳು ನಡೆದವು.: [1120, 1025, 1318, 1065]
subbox-title: ಪ್ರತಿಭಿ ಪ್ರದರ್ಶನ: [497, 1083, 568, 1099]
kiru3b-p2: ಪರಿಸರ ಸಂರಕ್ಷಣೆ, ಜಲ ಸಂರಕ್ಷಣೆ ಹಾಗೂ ನವೀಕರಿಸಬಹುದಾದ ಇಂಧನ ಮಾದರಿಗಳನ್ನು ವಿದ್ಯಾರ್ಥಿಗಳು ಪ್ರದರ್ಶಿಸಿದರು. ಶಿಕ್ಷಕರು ಮತ್ತು ಪೋಷಕರು ಮೆಚ್ಚುಗೆ ವ್ಯಕ್ತಪಡಿಸಿದರು.: [176, 1209, 324, 1263]
kiru-p3: ಶಕ್ತಿ ಯೋಜನೆಯಡಿ ಮಹಿಳೆಯರು ಉಚಿತ ಪ್ರಯಾಣ ಸೌಲಭ್ಯ ಪಡೆದು ಶಿಕ್ಷಣ, ಉದ್ಯೋಗ ಹಾಗೂ ವ್ಯಾಪಾರ ಚಟುವಟಿಕೆಗಳಲ್ಲಿ ಹೆಚ್ಚಿನ ಪಾಲ್ಗೊಳ್ಳುವಿಕೆ ತೋರಿಸುತ್ತಿದ್ದಾರೆ ಎಂದರು. ಗ್ರಾಮೀಣ ಭಾಗದ ಜನರಿಗೆ ಇದು ವರದಾನವಾಗಿದೆ.: [176, 278, 324, 346]
column-kiru: [17, 84, 324, 846]
cloud-icon: [676, 36, 702, 51]
sidebox-title: ಜಿಲ್ಲೆಯಲ್ಲಿಯೇ ದೊಡ್ಡ ಜಾತ್ರೆ: [343, 1977, 467, 1992]
main-col1: [345, 940, 479, 1230]
press-club-group-photo: [17, 1300, 324, 1415]
column-kalotsava-photo: [728, 84, 1524, 846]
kiru3-p1: ತಾಲೂಕು ಮಟ್ಟದ ವಿಜ್ಞಾನ ವಸ್ತುಪ್ರದರ್ಶನದಲ್ಲಿ ಪ್ರಥಮ ಸ್ಥಾನ ಪಡೆದ ವಿದ್ಯಾರ್ಥಿಗಳು ವಲಯ ಮಟ್ಟದ ಸ್ಪರ್ಧೆಗೆ ಆಯ್ಕೆಯಾಗಿದ್ದಾರೆ. ಡಿಸೆಂಬರ್ 18 ರಂದು ನಡೆಯಲಿರುವ ಸ್ಪರ್ಧೆಯಲ್ಲಿ ಅವರು ಭಾಗವಹಿಸಲಿದ್ದಾರೆ.: [17, 761, 165, 843]
kiru2b-p3: ಗ್ರಾಮೀಣ ಪ್ರತಿಭೆಗಳಿಗೆ ಸೂಕ್ತ ವೇದಿಕೆ ದೊರೆತರೆ ರಾಷ್ಟ್ರಮಟ್ಟದಲ್ಲಿಯೂ ಸಾಧನೆ ಮಾಡಬಲ್ಲರು ಎಂದು ಕ್ರೀಡಾ ಸಂಘಟಕರು ತಿಳಿಸಿದರು.: [176, 1015, 324, 1055]
main-c1p2: ಕಾರ್ಯಕ್ರಮ ಉದ್ಘಾಟಿಸಿ ಮಾತನಾಡಿದ ಅವರು, ಮಕ್ಕಳಲ್ಲಿ ಅಡಗಿರುವ ಕಲಾ ಪ್ರತಿಭೆಯನ್ನು ಗುರುತಿಸಿ ಪ್ರೋತ್ಸಾಹಿಸುವ ಕೆಲಸ ಪೋಷಕರು ಮತ್ತು ಶಿಕ್ಷಕರಿಂದ ಆಗಬೇಕು. ಪಠ್ಯದ ಜೊತೆಗೆ ಪಠ್ಯೇತರ ಚಟುವಟಿಕೆಗಳಿಗೂ ಸಮಾನ ಮಹತ್ವ ನೀಡಬೇಕು ಎಂದು ಹೇಳಿದರು.: [345, 1047, 479, 1145]
bottom-left-headline: ಅಭಿವೃದ್ಧಿಯತ್ತ ಸಿದ್ಧಪರ್ವತ ಅಂಬಾದೇವಿ ಕ್ಷೇತ್ರ: [17, 1910, 411, 1941]
kiru3c-headline: ವಲಯ ಮಟ್ಟಕ್ಕೆ ಆಯ್ಕೆ: [105, 1436, 236, 1457]
kiru-hand-icon: ☝: [17, 84, 52, 120]
max-temp: [710, 25, 740, 63]
kiru3c-p2: ಪರಿಸರ ಸಂರಕ್ಷಣೆ, ಜಲ ಸಂರಕ್ಷಣೆ ಹಾಗೂ ನವೀಕರಿಸಬಹುದಾದ ಇಂಧನ ಮಾದರಿಗಳನ್ನು ವಿದ್ಯಾರ್ಥಿಗಳು ಪ್ರದರ್ಶಿಸಿದರು. ಶಿಕ್ಷಕರು ಮತ್ತು ಪೋಷಕರು ಮೆಚ್ಚುಗೆ ವ್ಯಕ್ತಪಡಿಸಿದರು.: [17, 1465, 324, 1583]
press-c2p3: ಹೊಸದಾಗಿ ಆಯ್ಕೆಯಾದ ಪದಾಧಿಕಾರಿಗಳಿಗೆ ಹಿರಿಯರು ಅಭಿನಂದನೆ ಸಲ್ಲಿಸಿದರು. ಸಂಘದ ಚಟುವಟಿಕೆಗಳನ್ನು ಮತ್ತಷ್ಟು ಬಲಪಡಿಸುವ ಭರವಸೆ ನೀಡಲಾಯಿತು.: [559, 1566, 764, 1606]
br-c2p2: ಆಸ್ಪತ್ರೆಯ ಸೇವೆಗಳ ಮೇಲೆ ಪರಿಣಾಮ ಬೀರದಂತೆ ಅಗತ್ಯ ಸಿಬ್ಬಂದಿ ನಿಯೋಜಿಸಲಾಗಿದೆ ಎಂದು ಆಡಳಿತ ಮಂಡಳಿ ತಿಳಿಸಿದೆ.: [926, 2105, 1220, 2131]
bl-c2p3: ಸ್ಥಳೀಯ ಗ್ರಾಮಸ್ಥರು ಕ್ಷೇತ್ರದ ಅಭಿವೃದ್ಧಿಗೆ ಸಂಪೂರ್ಣ ಸಹಕಾರ ನೀಡುತ್ತಿದ್ದಾರೆ. ಇದರಿಂದ ಪ್ರದೇಶದ ಆರ್ಥಿಕ ಚಟುವಟಿಕೆಗಳಿಗೂ ಉತ್ತೇಜನ ದೊರೆಯಲಿದೆ.: [187, 2245, 325, 2299]
kiru3b-headline: ವಲಯ ಮಟ್ಟಕ್ಕೆ ಆಯ್ಕೆ: [105, 1180, 236, 1200]
kiru2b-headline: ಖೋ ಖೋ ತಂಡಕ್ಕೆ ಮಲ್ಲಿಕಾರ್ಜುನ ಆಯ್ಕೆ: [49, 867, 292, 888]
main-c2p4: ಕಾರ್ಯಕ್ರಮದಲ್ಲಿ ಕನ್ನಡ ಮತ್ತು ಸಂಸ್ಕೃತಿ ಇಲಾಖೆಯ ಅಧಿಕಾರಿಗಳು, ಕಲಾವಿದರು, ಶಿಕ್ಷಕರು, ಪೋಷಕರು ಹಾಗೂ ವಿದ್ಯಾರ್ಥಿಗಳು ಉಪಸ್ಥಿತರಿದ್ದರು.: [488, 1325, 622, 1380]
br-col2: [926, 2070, 1220, 2138]
press-club-group-photo-2: [17, 1593, 324, 1716]
kiru2b-p4: ಶಕ್ತಿ ಯೋಜನೆಯಡಿ ಮಹಿಳೆಯರು ಉಚಿತ ಪ್ರಯಾಣ ಸೌಲಭ್ಯ ಪಡೆದು ಶಿಕ್ಷಣ, ಉದ್ಯೋಗ ಹಾಗೂ ವ್ಯಾಪಾರ ಚಟುವಟಿಕೆಗಳಲ್ಲಿ ಹೆಚ್ಚಿನ ಪಾಲ್ಗೊಳ್ಳುವಿಕೆ ತೋರಿಸುತ್ತಿದ್ದಾರೆ ಎಂದರು. ಗ್ರಾಮೀಣ ಭಾಗದ ಜನರಿಗೆ ಇದು ವರದಾನವಾಗಿದೆ.: [176, 1064, 324, 1133]
br-c1p2: ಕಳೆದ 448ಕ್ಕೂ ದಿನ, ಕಿಮ್ಸ್ ನೌಕರರ ಸಂಘದ ಮುಖಂಡರು ಹೋರಾಟ ಮುಂದುವರಿಸಿದ್ದು, ಸರ್ಕಾರ ಕೂಡಲೇ ಸ್ಪಂದಿಸಬೇಕು ಎಂದು ಒತ್ತಾಯಿಸಿದ್ದಾರೆ.: [774, 2027, 916, 2081]
column-sports: [1110, 864, 1524, 1415]
kiru-suddi-header: [17, 84, 324, 120]
kiru2b-p1: ಕರ್ನಾಟಕ ರಾಜ್ಯ ಮಟ್ಟದ ಖೋ ಖೋ ಪಂದ್ಯಾವಳಿಗೆ ತಾಲೂಕಿನ ಮಲ್ಲಿಕಾರ್ಜುನ ಆಯ್ಕೆಯಾಗಿದ್ದಾರೆ. ಸ್ಥಳೀಯ ಕ್ರೀಡಾಂಗಣದಲ್ಲಿ ನಡೆದ ಆಯ್ಕೆ ಪ್ರಕ್ರಿಯೆಯಲ್ಲಿ ಅತ್ಯುತ್ತಮ ಪ್ರದರ್ಶನ ನೀಡಿದ ಅವರು ಜಿಲ್ಲಾ ತಂಡಕ್ಕೆ ಸ್ಥಾನ ಪಡೆದಿದ್ದಾರೆ.: [17, 1015, 165, 1084]
br-col3: [1229, 2070, 1524, 2138]
issue-date: 14 ಡಿಸೆಂಬರ್ 2025: [1422, 38, 1515, 53]
temple-col1: [785, 1467, 1008, 1647]
byline-text: ಎಚ್.ಕೆ. ಬಡಿಗೇರ: [33, 1949, 121, 1966]
pratibha-p2: ಈ ವೇಳೆ ಶಾಲಾ ಆಡಳಿತ ಮಂಡಳಿಯ ಅಧ್ಯಕ್ಷರು ಮಾತನಾಡಿ, ಸರ್ಕಾರಿ ಶಾಲೆಗಳಲ್ಲಿ ಓದುವ ಮಕ್ಕಳಲ್ಲಿಯೂ ಅಪಾರ ಪ್ರತಿಭೆ ಅಡಗಿದೆ. ಅದನ್ನು ಗುರುತಿಸಿ ಪ್ರೋತ್ಸಾಹ ನೀಡುವುದು ಶಿಕ್ಷಕರ ಜವಾಬ್ದಾರಿ ಎಂದು ಹೇಳಿದರು.: [543, 194, 718, 249]
dot-yellow: [774, 2315, 785, 2326]
pratibha-p1: ತಾಲೂಕಿನ ಪಟ್ಟಣದಲ್ಲಿ ಸಮೀಪ ಸರ್ಕಾರಿ ಪದವಿ ಪೂರ್ವ ಕಾಲೇಜಿನಲ್ಲಿ ಕಲಾ ಮತ್ತು ಸಾಂಸ್ಕೃತಿಕ ಪ್ರತಿಭಾ ಪ್ರದರ್ಶನ ಕಾರ್ಯಕ್ರಮ ಅದ್ಧೂರಿಯಾಗಿ ನಡೆಯಿತು. ಜಿಲ್ಲಾ ಮಟ್ಟದ ಪ್ರತಿಭಾ ಕಾರಂಜಿ ಮತ್ತು ಕಲೋತ್ಸವ ಕಾರ್ಯಕ್ರಮ ಯಶಸ್ವಿಯಾಗಿ ಮುಕ್ತಾಯಗೊಂಡಿತು.: [543, 117, 718, 186]
kiru3b-dateline: ಕುಷ್ಟಗಿ:: [17, 1209, 41, 1220]
press-c1p2: ಅಧ್ಯಕ್ಷರಾಗಿ, ಉಪಾಧ್ಯಕ್ಷರಾಗಿ, ಪ್ರಧಾನ ಕಾರ್ಯದರ್ಶಿಯಾಗಿ ಹಾಗೂ ಖಜಾಂಚಿಯಾಗಿ ಹಿರಿಯ ಪತ್ರಕರ್ತರನ್ನು ನೇಮಿಸಲಾಯಿತು. ಕಾರ್ಯಕಾರಿ ಸಮಿತಿ ಸದಸ್ಯರನ್ನೂ ಘೋಷಿಸಲಾಯಿತು.: [345, 1517, 550, 1557]
sports-c1p2: ನಗರದ ಕ್ರೀಡಾಂಗಣದಲ್ಲಿ ನಡೆದ 2025-26ನೇ ಸಾಲಿನ ಜಿಲ್ಲಾ ಮಟ್ಟದ ಶಾಲಾ ಕ್ರೀಡಾಕೂಟ ಉದ್ಘಾಟಿಸಿ ಅವರು ಮಾತನಾಡಿದರು. ವಿವಿಧ ಶಾಲೆಗಳ ನೂರಾರು ವಿದ್ಯಾರ್ಥಿಗಳು ಕ್ರೀಡಾಕೂಟದಲ್ಲಿ ಭಾಗವಹಿಸಿದ್ದರು.: [1120, 962, 1318, 1016]
kiru3-dateline: ಕುಷ್ಟಗಿ:: [17, 761, 41, 771]
press-c1p3: ಪತ್ರಕರ್ತರ ಹಿತರಕ್ಷಣೆ, ವಿಮಾ ಸೌಲಭ್ಯ, ಆರೋಗ್ಯ ತಪಾಸಣೆ ಶಿಬಿರ ಹಾಗೂ ವಸತಿ ಸೌಲಭ್ಯಕ್ಕೆ ಸರ್ಕಾರಕ್ಕೆ ಮನವಿ ಸಲ್ಲಿಸಲು ನಿರ್ಣಯ ಕೈಗೊಳ್ಳಲಾಯಿತು.: [345, 1566, 550, 1606]
nhm-c1p3: ಹಲವು ವರ್ಷಗಳಿಂದ ಗುತ್ತಿಗೆ ಆಧಾರದ ಮೇಲೆ ಕೆಲಸ ಮಾಡುತ್ತಿದ್ದರೂ ಸೂಕ್ತ ಸೌಲಭ್ಯ ದೊರೆಯುತ್ತಿಲ್ಲ. ಕೋವಿಡ್ ಸಂದರ್ಭದಲ್ಲಿಯೂ ಜೀವದ ಹಂಗು ತೊರೆದು ಸೇವೆ ಸಲ್ಲಿಸಿದ್ದೇವೆ ಎಂದು ಅವರು ಹೇಳಿದರು.: [785, 1807, 969, 1861]
bl-c1p2: ಪ್ರತಿ ವರ್ಷ ದಸರಾ ವೇಳೆ ಕ್ಷೇತ್ರದಲ್ಲಿ ಜಾತ್ರೆ ನಡೆಯುತ್ತದೆ. ರಾಜ್ಯದ ವಿವಿಧ ಭಾಗಗಳಿಂದ ಲಕ್ಷಾಂತರ ಭಕ್ತರು ಆಗಮಿಸಿ ದೇವಿಯ ದರ್ಶನ ಪಡೆಯುತ್ತಾರೆ. ಹಲವು ಧಾರ್ಮಿಕ ವಿಧಿವಿಧಾನಗಳು ನೆರವೇರುತ್ತವೆ.: [17, 2048, 178, 2103]
sports-c1p1: ಚಟುವಟಿಕೆಯಿಂದ ಕೂಡಿದ ಜೀವನ ನಡೆಸಲು ಹಾಗೂ ದೈಹಿಕ ಹಾಗೂ ಮಾನಸಿಕ ಸದೃಢತೆ ಕಾಯ್ದುಕೊಳ್ಳಲು ಕ್ರೀಡೆಗಳು ಅತ್ಯಂತ ಸಹಕಾರಿ ಎಂದು ಕ್ರೀಡಾ ಇಲಾಖೆಯ ಅಧಿಕಾರಿಗಳು ಅಭಿಪ್ರಾಯಪಟ್ಟರು.: [1120, 899, 1318, 953]
column-press: [335, 1434, 764, 1869]
quote-text: ಕಲೆ ಮನುಷ್ಯನನ್ನು ಸದಾ ಜೀವಂತವಾಗಿ ಹಾಗೂ ಚೈತನ್ಯಶೀಲನನ್ನಾಗಿ ಇರಿಸುತ್ತದೆ. ಸಮುದಾಯದಲ್ಲಿ ಸುಸಂಸ್ಕೃತಿಯನ್ನು ಬೆಳೆಸಲು ಕಲೆಯ ಕೊಡುಗೆ ಅಪಾರ.: [637, 1119, 1096, 1146]
column-main-story: [335, 864, 1099, 1415]
press-c2p2: ಸುದ್ದಿ ಸಂಗ್ರಹಣೆ ವೇಳೆ ಪತ್ರಕರ್ತರ ಮೇಲೆ ನಡೆಯುವ ಹಲ್ಲೆ ಪ್ರಕರಣಗಳನ್ನು ಗಂಭೀರವಾಗಿ ಪರಿಗಣಿಸಿ ಕಠಿಣ ಕ್ರಮ ಜರುಗಿಸಬೇಕು ಎಂದು ಸಂಘ ಆಗ್ರಹಿಸಿತು.: [559, 1517, 764, 1557]
press-headline: ಪತ್ರಕರ್ತರ ಸಂಘಕ್ಕೆ ಪದಾಧಿಕಾರಿಗಳನ್ನು ನೇಮಿಸಿ: [345, 1436, 634, 1460]
kiru2-headline: ಖೋ ಖೋ ತಂಡಕ್ಕೆ ಮಲ್ಲಿಕಾರ್ಜುನ ಆಯ್ಕೆ: [49, 484, 292, 506]
main-headline: ಮಕ್ಕಳ ಕಲಾ ಪ್ರತಿಭೆ ಪ್ರೋತ್ಸಾಹಿಸಿ: [516, 884, 927, 931]
sports-team-group-photo: [1120, 1077, 1524, 1200]
subbox-pratibhi: [488, 1077, 626, 1197]
bl-col1: [17, 1970, 178, 2307]
kiru2-p2: ಶಾಲೆಯ ಮುಖ್ಯೋಪಾಧ್ಯಾಯರು, ದೈಹಿಕ ಶಿಕ್ಷಣ ಶಿಕ್ಷಕರು ಹಾಗೂ ಸಹಪಾಠಿಗಳು ಅಭಿನಂದನೆ ಸಲ್ಲಿಸಿದ್ದಾರೆ. ಮುಂದಿನ ತಿಂಗಳು ನಡೆಯುವ ರಾಜ್ಯ ಮಟ್ಟದ ಸ್ಪರ್ಧೆಯಲ್ಲಿ ಉತ್ತಮ ಸಾಧನೆ ಮಾಡುವ ವಿಶ್ವಾಸ ವ್ಯಕ್ತಪಡಿಸಿದ್ದಾರೆ.: [17, 610, 324, 714]
bl-c1p4: ಅಂಬಾದೇವಿ ಕ್ಷೇತ್ರದ ಸುತ್ತಲೂ ದಟ್ಟ ಅರಣ್ಯ ಪ್ರದೇಶವಿದ್ದು, ಪ್ರಕೃತಿ ಪ್ರಿಯರಿಗೆ ಇದು ಆಕರ್ಷಣೀಯ ತಾಣವಾಗಿದೆ. ಪ್ರವಾಸೋದ್ಯಮ ಇಲಾಖೆಯು ಇಲ್ಲಿ ಮೂಲಸೌಕರ್ಯ ಅಭಿವೃದ್ಧಿಗೆ ಯೋಜನೆ ರೂಪಿಸಿದೆ.: [17, 2174, 178, 2229]
kalotsava-stage-photo: [738, 84, 1524, 253]
press-dateline: ಯಲಬುರ್ಗಾ:: [345, 1468, 388, 1480]
max-temp-label: ಗರಿಷ್ಠ: [716, 25, 733, 36]
masthead: [17, 11, 1524, 77]
bl-dateline: ಹಿಂಡ್ಲಗೇರಿ:: [17, 1972, 52, 1982]
kiru3-body: [17, 759, 324, 846]
main-kicker: ಕಲಾ ಪ್ರತಿಭೋತ್ಸವಕ್ಕೆ ಚಾಲನೆ | ಕರ್ಣಕುಮಾರ ಹೇಳಿಕೆ: [614, 863, 830, 879]
temple-c1p2: ದೇವಸ್ಥಾನ ನಿರ್ಮಾಣಕ್ಕೆ ಅಗತ್ಯವಿರುವ ನಿಧಿ ಸಂಗ್ರಹಣೆ, ಕಟ್ಟಡ ವಿನ್ಯಾಸ, ಕಾಮಗಾರಿ ಗುತ್ತಿಗೆ ಹಾಗೂ ಮೇಲ್ವಿಚಾರಣೆ ಜವಾಬ್ದಾರಿಯನ್ನು ಉಪ ಸಮಿತಿ ನಿರ್ವಹಿಸಲಿದೆ.: [785, 1517, 1008, 1557]
kiru-p4: ಸಭೆಯಲ್ಲಿ ತಾಲೂಕು ಪಂಚಾಯಿತಿ ಅಧಿಕಾರಿಗಳು, ಗ್ರಾಮ ಪಂಚಾಯಿತಿ ಸದಸ್ಯರು, ಸ್ವಸಹಾಯ ಸಂಘಗಳ ಮಹಿಳೆಯರು, ಫಲಾನುಭವಿಗಳು ಹಾಗೂ ಸಾರ್ವಜನಿಕರು ಹಾಜರಿದ್ದರು. ಕಾರ್ಯಕ್ರಮದ ಕೊನೆಯಲ್ಲಿ ಫಲಾನುಭವಿಗಳಿಗೆ ಪ್ರಮಾಣಪತ್ರ ವಿತರಿಸಲಾಯಿತು.: [176, 355, 324, 438]
main-col3: [488, 1233, 622, 1401]
